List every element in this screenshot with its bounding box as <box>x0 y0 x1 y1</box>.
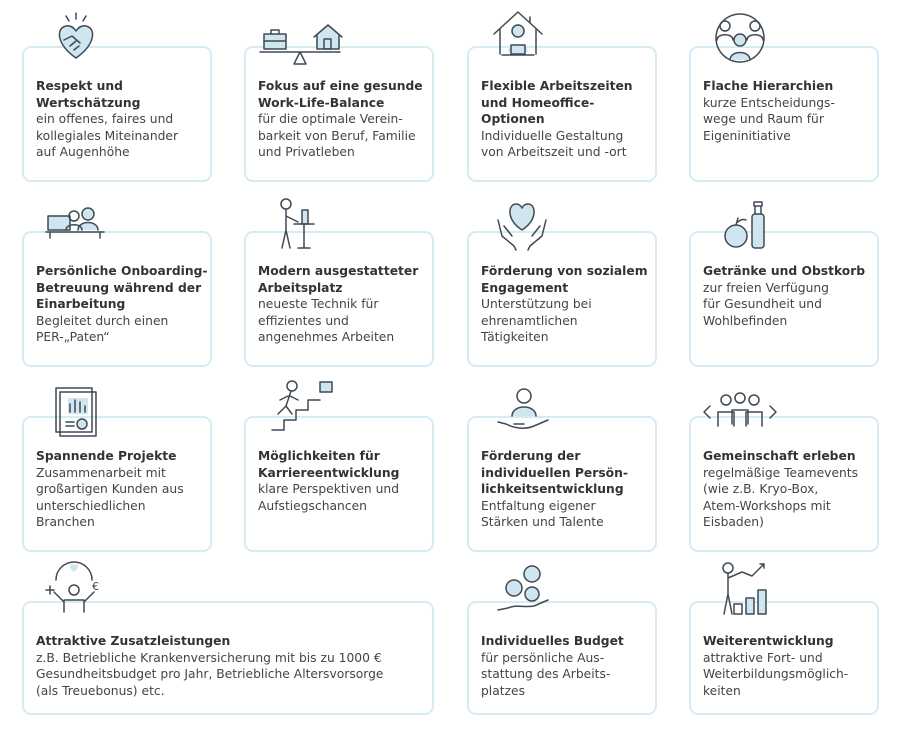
card-description: Unterstützung bei ehrenamtlichen Tätigkeiten <box>481 297 592 344</box>
benefit-card-additional-benefits <box>22 601 434 715</box>
card-description: Zusammenarbeit mit großartigen Kunden aus unterschiedlichen Branchen <box>36 465 184 529</box>
card-description: kurze Entscheidungs- wege und Raum für Eigeninitiative <box>703 95 835 143</box>
card-title: Flache Hierarchien <box>703 79 834 93</box>
card-title: Förderung der individuellen Persön- lichkeitsentwicklung <box>481 449 628 496</box>
svg-text:€: € <box>92 580 99 593</box>
card-title: Flexible Arbeitszeiten und Homeoffice- Optionen <box>481 79 633 126</box>
card-title: Möglichkeiten für Karriereentwicklung <box>258 449 400 480</box>
card-title: Getränke und Obstkorb <box>703 264 866 278</box>
card-description: für persönliche Aus- stattung des Arbeits- platzes <box>481 650 611 698</box>
card-description: regelmäßige Teamevents (wie z.B. Kryo-Box, Atem-Workshops mit Eisbaden) <box>703 465 859 529</box>
onboarding-desk-icon <box>44 196 108 252</box>
growth-chart-person-icon <box>716 560 772 616</box>
card-title: Respekt und Wertschätzung <box>36 79 141 110</box>
card-description: Begleitet durch einen PER-„Paten“ <box>36 313 169 344</box>
card-description: z.B. Betriebliche Krankenversicherung mit bis zu 1000 € Gesundheitsbudget pro Jahr, Betriebliche Altersvorsorge (als Treuebonus) etc. <box>36 650 384 698</box>
person-benefits-icon <box>42 556 106 612</box>
benefit-card-flat-hierarchy <box>689 46 879 182</box>
team-circle-icon <box>712 10 768 66</box>
card-description: ein offenes, faires und kollegiales Miteinander auf Augenhöhe <box>36 112 179 159</box>
card-title: Individuelles Budget <box>481 634 624 648</box>
hand-person-icon <box>494 384 550 440</box>
handshake-heart-icon <box>48 10 104 66</box>
card-description: zur freien Verfügung für Gesundheit und Wohlbefinden <box>703 280 829 328</box>
benefit-card-flexible-hours <box>467 46 657 182</box>
project-report-icon <box>48 382 104 438</box>
card-title: Persönliche Onboarding- Betreuung während der Einarbeitung <box>36 264 208 311</box>
group-arrows-icon <box>700 388 780 444</box>
card-title: Fokus auf eine gesunde Work-Life-Balance <box>258 79 423 110</box>
benefit-card-respect <box>22 46 212 182</box>
card-title: Förderung von sozialem Engagement <box>481 264 648 295</box>
card-title: Spannende Projekte <box>36 449 177 463</box>
card-title: Gemeinschaft erleben <box>703 449 856 463</box>
card-title: Weiterentwicklung <box>703 634 834 648</box>
card-description: neueste Technik für effizientes und angenehmes Arbeiten <box>258 297 395 344</box>
card-description: klare Perspektiven und Aufstiegschancen <box>258 482 400 513</box>
benefit-card-career <box>244 416 434 552</box>
fruit-bottle-icon <box>716 196 772 252</box>
card-description: Individuelle Gestaltung von Arbeitszeit und -ort <box>481 128 627 159</box>
coins-hand-icon <box>494 564 550 620</box>
card-description: attraktive Fort- und Weiterbildungsmöglich- keiten <box>703 650 849 698</box>
benefit-card-further-training <box>689 601 879 715</box>
home-office-icon <box>490 8 546 64</box>
standing-desk-icon <box>268 196 324 252</box>
hands-heart-icon <box>494 196 550 252</box>
briefcase-house-scale-icon <box>258 12 342 68</box>
card-description: für die optimale Verein- barkeit von Beruf, Familie und Privatleben <box>258 112 416 159</box>
card-title: Modern ausgestatteter Arbeitsplatz <box>258 264 419 295</box>
card-title: Attraktive Zusatzleistungen <box>36 634 231 648</box>
card-description: Entfaltung eigener Stärken und Talente <box>481 498 604 529</box>
career-stairs-icon <box>264 376 336 432</box>
